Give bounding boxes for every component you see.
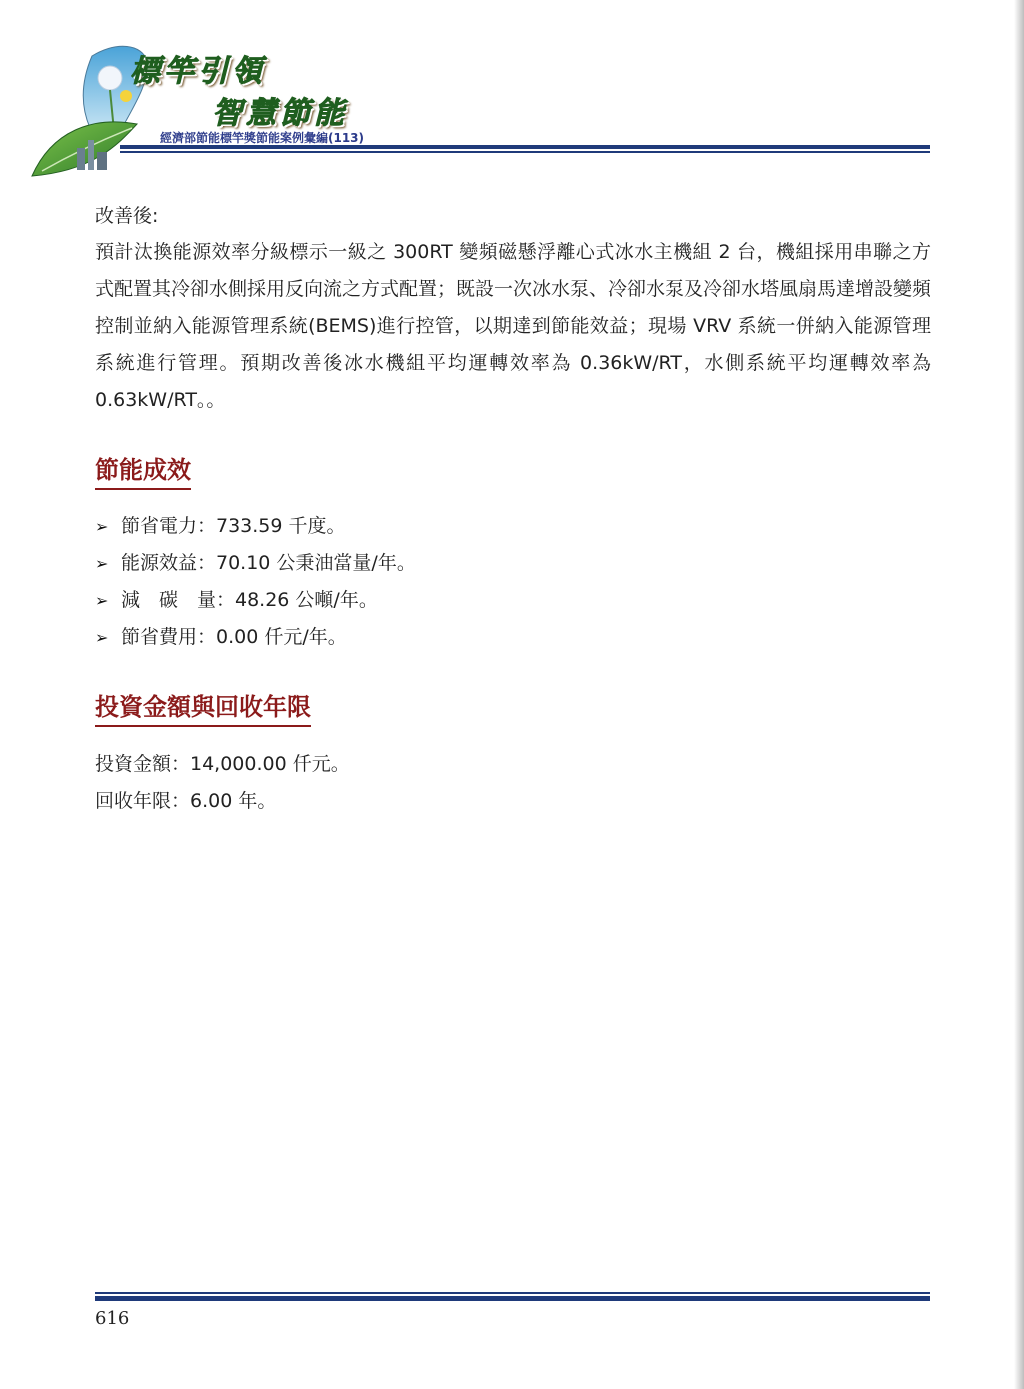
footer-rule-thin: [95, 1292, 930, 1294]
section-heading-investment: 投資金額與回收年限: [95, 691, 311, 727]
improvement-paragraph: 預計汰換能源效率分級標示一級之 300RT 變頻磁懸浮離心式冰水主機組 2 台，機組採用串聯之方式配置其冷卻水側採用反向流之方式配置；既設一次冰水泵、冷卻水泵及冷卻水塔風扇馬達增設變頻控制並納入能源管理系統(BEMS)進行控管，以期達到節能效益；現場 VRV 系統一併納入能源管理系統進行管理。預期改善後冰水機組平均運轉效率為 0.36kW/RT，水側系統平均運轉效率為 0.63kW/RT。。: [95, 241, 932, 411]
footer-rule-thick: [95, 1296, 930, 1301]
payback-period: 回收年限：6.00 年。: [95, 790, 277, 812]
header-title-line2: 智慧節能: [212, 96, 348, 131]
savings-list: [95, 508, 416, 656]
savings-item-label: 減 碳 量：48.26 公噸/年。: [121, 589, 378, 611]
arrow-bullet-icon: ➢: [95, 628, 109, 647]
page-edge-shadow: [1014, 0, 1024, 1389]
header-rule-thin: [120, 151, 930, 153]
list-item: [95, 545, 416, 582]
savings-item-label: 節省費用：0.00 仟元/年。: [121, 626, 347, 648]
header-rule-thick: [120, 145, 930, 149]
investment-amount: 投資金額：14,000.00 仟元。: [95, 753, 350, 775]
header-title-line1: 標竿引領: [130, 54, 266, 89]
section-heading-energy-savings: 節能成效: [95, 454, 191, 490]
page-number: 616: [95, 1308, 130, 1329]
savings-item-label: 能源效益：70.10 公秉油當量/年。: [121, 552, 416, 574]
header-subtitle: 經濟部節能標竿獎節能案例彙編(113): [160, 131, 365, 145]
arrow-bullet-icon: ➢: [95, 591, 109, 610]
arrow-bullet-icon: ➢: [95, 554, 109, 573]
savings-item-label: 節省電力：733.59 千度。: [121, 515, 346, 537]
list-item: [95, 508, 416, 545]
list-item: [95, 582, 416, 619]
list-item: [95, 619, 416, 656]
arrow-bullet-icon: ➢: [95, 517, 109, 536]
improvement-label: 改善後:: [95, 205, 159, 227]
